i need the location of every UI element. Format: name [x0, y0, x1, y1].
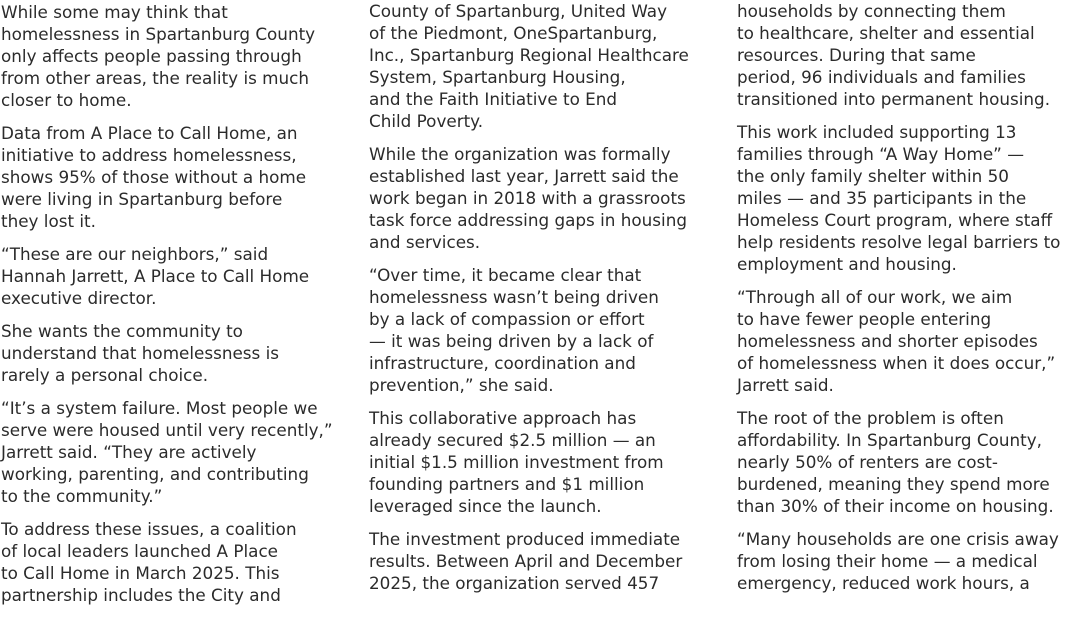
- paragraph: “Over time, it became clear that homelessness wasn’t being driven by a lack of compassion or effort — it was being driven by a lack of infrastructure, coordination and prevention,” she said.: [369, 265, 659, 395]
- article-column-3: [737, 1, 1080, 605]
- paragraph: households by connecting them to healthcare, shelter and essential resources. During that same period, 96 individuals and families transitioned into permanent housing.: [737, 1, 1051, 109]
- paragraph: This work included supporting 13 families through “A Way Home” — the only family shelter within 50 miles — and 35 participants in the Homeless Court program, where staff help residents resolve legal barriers to employment and housing.: [737, 122, 1061, 274]
- article-column-2: [369, 1, 714, 605]
- paragraph: “These are our neighbors,” said Hannah Jarrett, A Place to Call Home executive director.: [1, 244, 310, 308]
- paragraph: She wants the community to understand that homelessness is rarely a personal choice.: [1, 321, 280, 385]
- paragraph: “Many households are one crisis away from losing their home — a medical emergency, reduced work hours, a: [737, 529, 1059, 593]
- paragraph: This collaborative approach has already secured $2.5 million — an initial $1.5 million investment from founding partners and $1 million leveraged since the launch.: [369, 408, 664, 516]
- paragraph: Data from A Place to Call Home, an initiative to address homelessness, shows 95% of those without a home were living in Spartanburg before they lost it.: [1, 123, 307, 231]
- paragraph: The investment produced immediate results. Between April and December 2025, the organization served 457: [369, 529, 683, 593]
- paragraph: County of Spartanburg, United Way of the Piedmont, OneSpartanburg, Inc., Spartanburg Regional Healthcare System, Spartanburg Housing, and the Faith Initiative to End Child Poverty.: [369, 1, 689, 131]
- paragraph: To address these issues, a coalition of local leaders launched A Place to Call Home in March 2025. This partnership includes the City and: [1, 519, 297, 605]
- paragraph: The root of the problem is often affordability. In Spartanburg County, nearly 50% of renters are cost- burdened, meaning they spend more than 30% of their income on housing.: [737, 408, 1054, 516]
- paragraph: “It’s a system failure. Most people we serve were housed until very recently,” Jarrett said. “They are actively working, parenting, and contributing to the community.”: [1, 398, 333, 506]
- paragraph: “Through all of our work, we aim to have fewer people entering homelessness and shorter episodes of homelessness when it does occur,” Jarrett said.: [737, 287, 1056, 395]
- paragraph: While the organization was formally established last year, Jarrett said the work began in 2018 with a grassroots task force addressing gaps in housing and services.: [369, 144, 687, 252]
- paragraph: While some may think that homelessness in Spartanburg County only affects people passing through from other areas, the reality is much closer to home.: [1, 2, 316, 110]
- article-column-1: [1, 1, 346, 617]
